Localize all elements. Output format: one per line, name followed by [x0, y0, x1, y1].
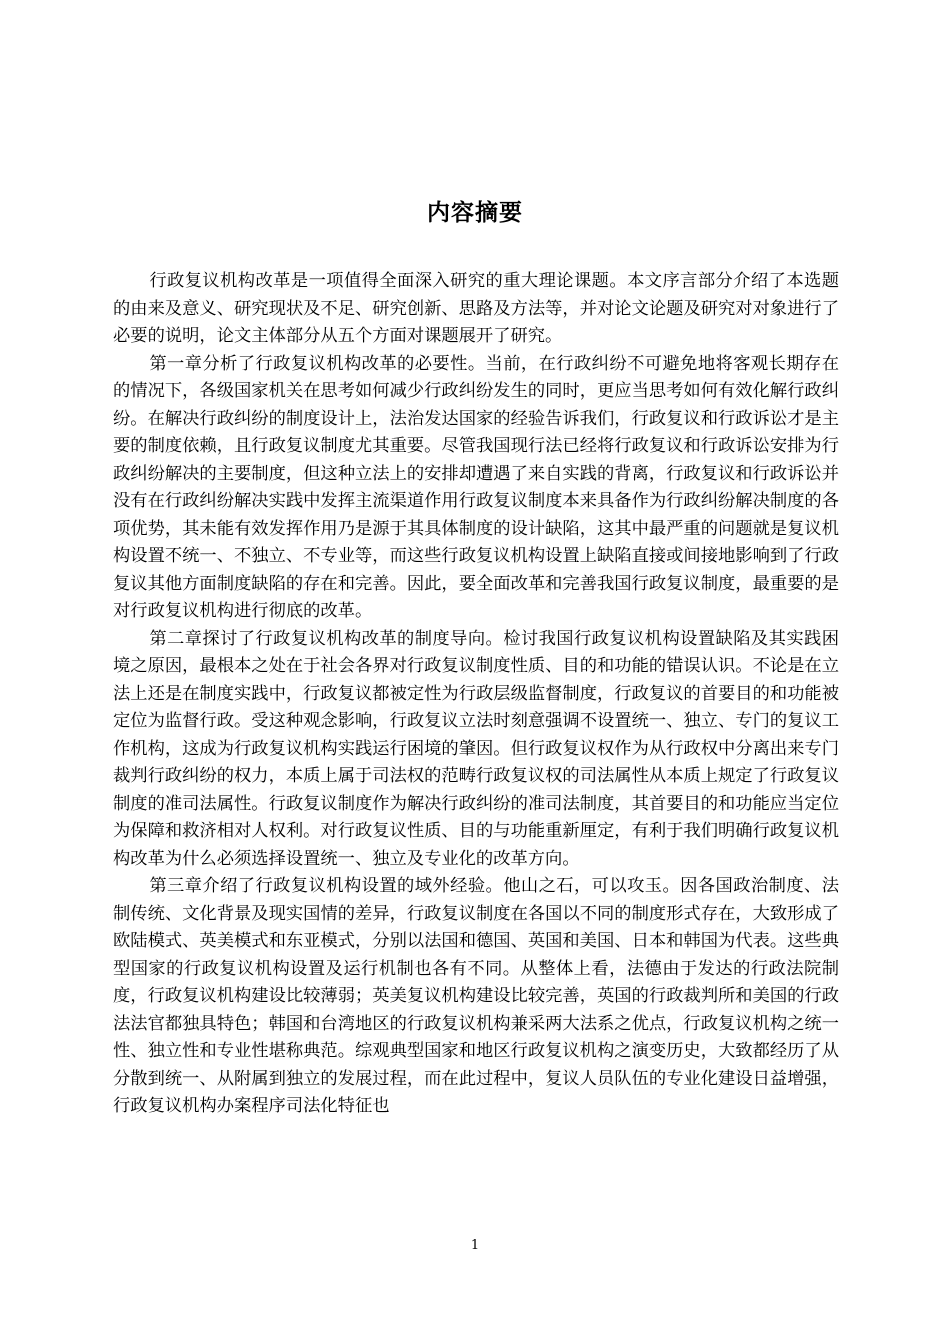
page-number: 1 — [470, 1238, 480, 1253]
page-title: 内容摘要 — [427, 200, 523, 226]
abstract-paragraph-chapter-2: 第二章探讨了行政复议机构改革的制度导向。检讨我国行政复议机构设置缺陷及其实践困境之原因，最根本之处在于社会各界对行政复议制度性质、目的和功能的错误认识。不论是在立法上还是在制度实践中，行政复议都被定性为行政层级监督制度，行政复议的首要目的和功能被定位为监督行政。受这种观念影响，行政复议立法时刻意强调不设置统一、独立、专门的复议工作机构，这成为行政复议机构实践运行困境的肇因。但行政复议权作为从行政权中分离出来专门裁判行政纠纷的权力，本质上属于司法权的范畴行政复议权的司法属性从本质上规定了行政复议制度的准司法属性。行政复议制度作为解决行政纠纷的准司法制度，其首要目的和功能应当定位为保障和救济相对人权利。对行政复议性质、目的与功能重新厘定，有利于我们明确行政复议机构改革为什么必须选择设置统一、独立及专业化的改革方向。 — [113, 628, 839, 869]
abstract-body — [113, 268, 839, 1121]
abstract-paragraph-chapter-3: 第三章介绍了行政复议机构设置的域外经验。他山之石，可以攻玉。因各国政治制度、法制传统、文化背景及现实国情的差异，行政复议制度在各国以不同的制度形式存在，大致形成了欧陆模式、英美模式和东亚模式，分别以法国和德国、英国和美国、日本和韩国为代表。这些典型国家的行政复议机构设置及运行机制也各有不同。从整体上看，法德由于发达的行政法院制度，行政复议机构建设比较薄弱；英美复议机构建设比较完善，英国的行政裁判所和美国的行政法法官都独具特色；韩国和台湾地区的行政复议机构兼采两大法系之优点，行政复议机构之统一性、独立性和专业性堪称典范。综观典型国家和地区行政复议机构之演变历史，大致都经历了从分散到统一、从附属到独立的发展过程，而在此过程中，复议人员队伍的专业化建设日益增强，行政复议机构办案程序司法化特征也 — [113, 876, 839, 1116]
abstract-paragraph-chapter-1: 第一章分析了行政复议机构改革的必要性。当前，在行政纠纷不可避免地将客观长期存在的情况下，各级国家机关在思考如何减少行政纠纷发生的同时，更应当思考如何有效化解行政纠纷。在解决行政纠纷的制度设计上，法治发达国家的经验告诉我们，行政复议和行政诉讼才是主要的制度依赖，且行政复议制度尤其重要。尽管我国现行法已经将行政复议和行政诉讼安排为行政纠纷解决的主要制度，但这种立法上的安排却遭遇了来自实践的背离，行政复议和行政诉讼并没有在行政纠纷解决实践中发挥主流渠道作用行政复议制度本来具备作为行政纠纷解决制度的各项优势，其未能有效发挥作用乃是源于其具体制度的设计缺陷，这其中最严重的问题就是复议机构设置不统一、不独立、不专业等，而这些行政复议机构设置上缺陷直接或间接地影响到了行政复议其他方面制度缺陷的存在和完善。因此，要全面改革和完善我国行政复议制度，最重要的是对行政复议机构进行彻底的改革。 — [113, 353, 839, 621]
abstract-paragraph-intro: 行政复议机构改革是一项值得全面深入研究的重大理论课题。本文序言部分介绍了本选题的由来及意义、研究现状及不足、研究创新、思路及方法等，并对论文论题及研究对对象进行了必要的说明，论文主体部分从五个方面对课题展开了研究。 — [113, 271, 839, 346]
